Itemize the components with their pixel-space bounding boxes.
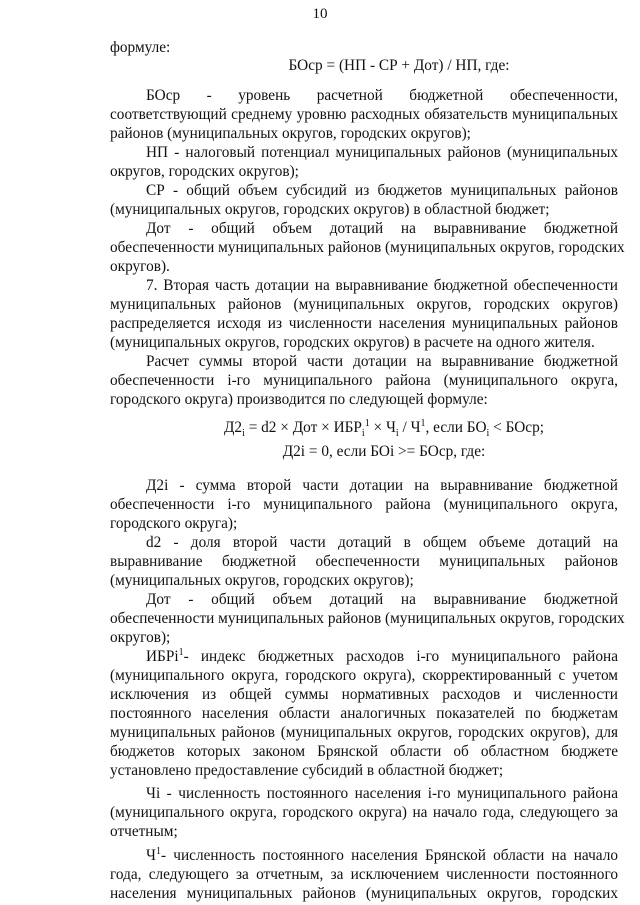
text-line: Расчет суммы второй части дотации на выравнивание бюджетной [146,353,618,370]
text-line: (муниципального округа, городского округа), скорректированный с учетом [110,667,618,684]
ch-term: $Ч^1$ [146,845,161,864]
text-line: районов (муниципальных округов, городских округов); [110,125,471,142]
text-line: городского округа) производится по следующей формуле: [110,391,488,408]
text-line: соответствующий среднему уровню расходных обязательств муниципальных [110,106,618,123]
text-line: d2 - доля второй части дотаций в общем объеме дотаций на [146,534,618,551]
text-line: распределяется исходя из численности населения муниципальных районов [110,315,618,332]
text-line: формуле: [110,39,171,56]
text-line: 7. Вторая часть дотации на выравнивание бюджетной обеспеченности [146,277,618,294]
text-line: муниципальных районов (муниципальных округов, городских округов), для [110,724,618,741]
text-line: обеспеченности i-го муниципального района (муниципального округа, [110,372,618,389]
text-line: отчетным; [110,823,178,840]
text-line: СР - общий объем субсидий из бюджетов муниципальных районов [146,182,618,199]
text-line: постоянного населения области аналогичных показателей по бюджетам [110,705,618,722]
ibr-term: ИБРi$^1$ [146,646,184,665]
formula-d2: $Д2_i = d2$ × Дот × $ИБР_i^1 \times Ч_i / Ч^1$, если $БО_i$ < БОср; [224,417,544,440]
text-line: Чi - численность постоянного населения i-го муниципального района [146,785,618,802]
text-line: округов, городских округов); [110,163,299,180]
text-line: округов). [110,258,170,275]
text-line: Д2i - сумма второй части дотации на выравнивание бюджетной [146,477,618,494]
text-line-ibr: ИБРi$^1$ - индекс бюджетных расходов i-го муниципального района [146,646,618,665]
text-line: (муниципальных округов, городских округов) в областной бюджет; [110,201,550,218]
text-line: округов); [110,629,171,646]
text-line: (муниципального округа, городского округа) на начало года, следующего за [110,804,618,821]
text-line: городского округа); [110,515,238,532]
text-line: года, следующего за отчетным, за исключением численности постоянного [110,866,618,883]
text-line: обеспеченности муниципальных районов (муниципальных округов, городских [110,610,625,627]
formula-bo-avg: БОср = (НП - СР + Дот) / НП, где: [288,57,510,74]
text-line: выравнивание бюджетной обеспеченности муниципальных районов [110,553,618,570]
formula-d2-zero: Д2i = 0, если БОi >= БОср, где: [282,443,486,460]
text-line: Дот - общий объем дотаций на выравнивание бюджетной [146,591,618,608]
text-line: установлено предоставление субсидий в областной бюджет; [110,762,504,779]
text-line: исключения из общей суммы нормативных расходов и численности [110,686,618,703]
text-line: обеспеченности муниципальных районов (муниципальных округов, городских [110,239,625,256]
text-line: Дот - общий объем дотаций на выравнивание бюджетной [146,220,618,237]
text-line: БОср - уровень расчетной бюджетной обеспеченности, [146,87,618,104]
text-line: (муниципальных округов, городских округов) в расчете на одного жителя. [110,334,595,351]
page-number: 10 [312,6,328,22]
text-line: бюджетов которых законом Брянской области об областном бюджете [110,743,618,760]
text-line: обеспеченности i-го муниципального района (муниципального округа, [110,496,618,513]
text-line: (муниципальных округов, городских округов); [110,572,414,589]
text-line: муниципальных районов (муниципальных округов, городских округов) [110,296,618,313]
text-line-ch: $Ч^1$ - численность постоянного населения Брянской области на начало [146,845,618,864]
text-line: НП - налоговый потенциал муниципальных районов (муниципальных [146,144,618,161]
text-line: населения муниципальных районов (муниципальных округов, городских [110,885,618,902]
